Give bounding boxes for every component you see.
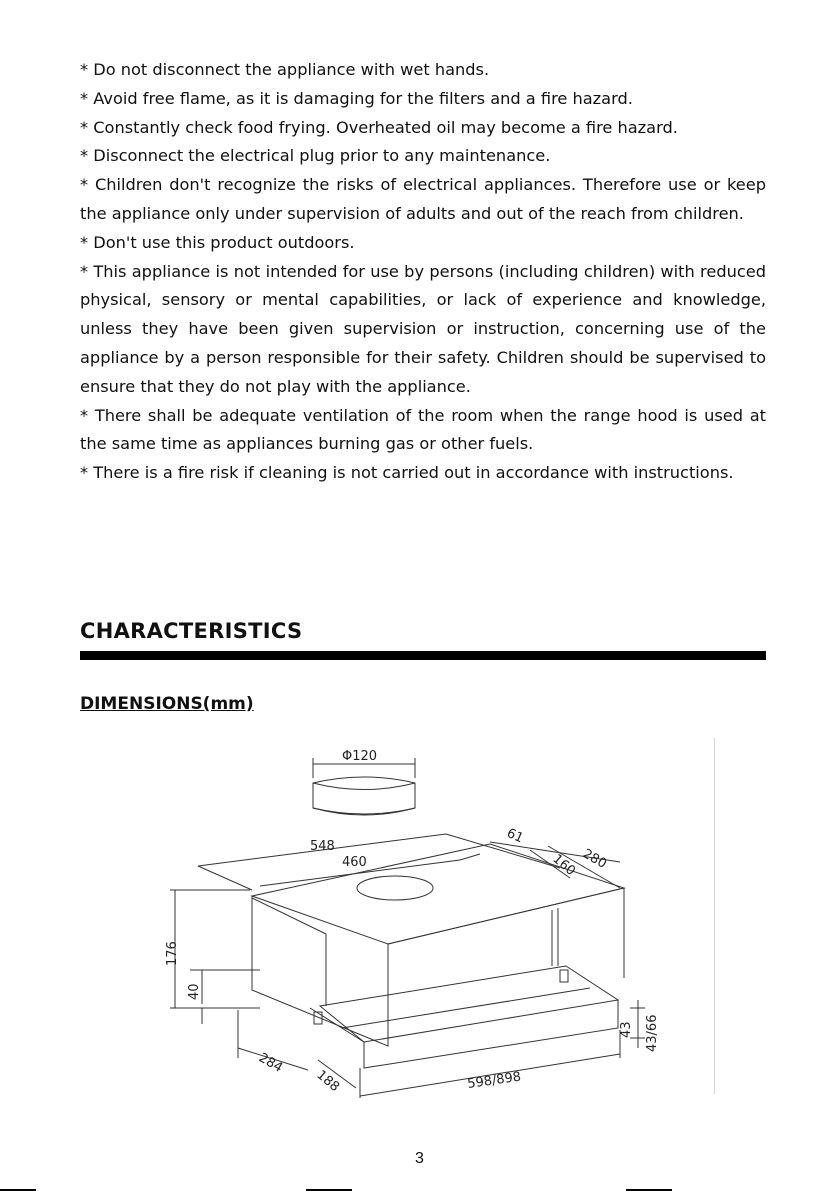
warning-item: * Disconnect the electrical plug prior to any maintenance. [80,146,551,166]
section-divider [80,651,766,660]
dim-extension-depth: 284 [256,1050,286,1076]
dim-height-total: 176 [165,941,180,966]
safety-warnings-list [80,56,766,488]
section-title: CHARACTERISTICS [80,619,303,643]
dim-width: 598/898 [466,1069,523,1092]
warning-item: * Constantly check food frying. Overheated oil may become a fire hazard. [80,117,678,137]
dim-inner-width: 460 [342,855,367,870]
warning-item: * There is a fire risk if cleaning is not carried out in accordance with instructions. [80,463,734,483]
dim-offset-front: 61 [504,825,526,847]
dim-offset-side: 160 [549,851,579,880]
dim-height-front: 40 [187,983,202,1000]
dim-visor-height: 43 [619,1021,634,1038]
warning-item: * There shall be adequate ventilation of the room when the range hood is used at the same time as appliances burning gas or other fuels. [80,405,766,454]
warning-item: * Don't use this product outdoors. [80,232,355,252]
dim-duct-diameter: Φ120 [342,749,378,764]
warning-item: * Children don't recognize the risks of electrical appliances. Therefore use or keep the appliance only under supervision of adults and out of the reach from children. [80,175,766,223]
range-hood-dimension-drawing [150,738,720,1098]
page-number: 3 [415,1150,424,1167]
dim-visor-height-alt: 43/66 [645,1014,660,1052]
warning-item: * Do not disconnect the appliance with wet hands. [80,60,490,79]
dim-depth-side: 280 [580,846,610,872]
dim-extension-front: 188 [313,1067,343,1096]
dimensions-heading: DIMENSIONS(mm) [80,694,254,714]
dim-depth-total: 548 [310,839,335,854]
warning-item: * Avoid free flame, as it is damaging for the filters and a fire hazard. [80,88,633,108]
warning-item: * This appliance is not intended for use by persons (including children) with reduced physical, sensory or mental capabilities, or lack of experience and knowledge, unless they have been given supervision or instruction, concerning use of the appliance by a person responsible for their safety. Children should be supervised to ensure that they do not play with the appliance. [80,261,766,396]
